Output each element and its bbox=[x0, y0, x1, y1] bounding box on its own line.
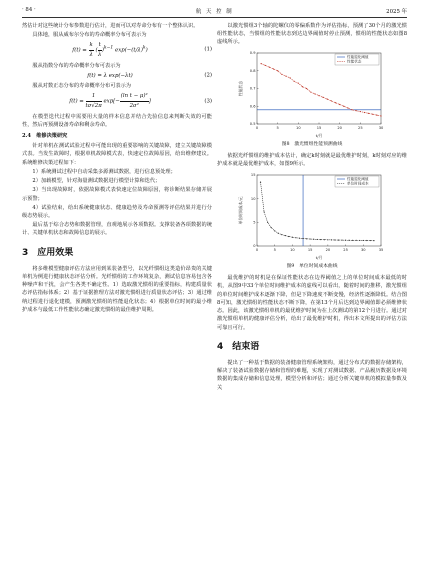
data-point bbox=[331, 239, 332, 240]
data-point bbox=[265, 64, 266, 65]
data-point bbox=[368, 112, 369, 113]
data-point bbox=[376, 114, 377, 115]
data-point bbox=[320, 239, 321, 240]
paragraph: 依据光纤惯组的维护成本估计，确定k时刻就是最优维护时刻，k时刻对应的维护成本就是最优维护成本，如图9所示。 bbox=[217, 153, 407, 168]
paragraph: 最后基于综合态势和数据管理，直观地展示各项数据。支撑装备各项数据的统计、关键单机状态和故障信息的展示。 bbox=[22, 222, 212, 237]
section-title: 3 应用效果 bbox=[22, 247, 74, 258]
data-point bbox=[339, 104, 340, 105]
data-point bbox=[292, 236, 293, 237]
legend-label: 性能退化阈值 bbox=[347, 54, 369, 59]
data-point bbox=[347, 107, 348, 108]
data-point bbox=[364, 112, 365, 113]
data-point bbox=[356, 110, 357, 111]
list-item: 1）系统测试过程中自动采集多源测试数据，进行信息预处理； bbox=[32, 168, 176, 175]
paragraph: 针对单机在测试试验过程中可能出现的重要影响的关键故障，建立关键故障模式表。当发生故障时，根据单机故障模式表，快速定位故障原因，给出维修建议。系统维修决策过程如下： bbox=[22, 143, 212, 166]
series-line-2 bbox=[261, 182, 374, 241]
y-tick-label: 0.9 bbox=[249, 50, 256, 55]
data-point bbox=[359, 239, 360, 240]
y-tick-label: 0.5 bbox=[249, 121, 256, 126]
formula-weibull: f(t) = $\frac{k}{\lambda}$ ( $\frac{t}{\lambda}$ )$^{k-1}$ $\exp(-(t/\lambda)^k)$ (1) bbox=[72, 42, 212, 58]
left-column bbox=[22, 22, 212, 315]
data-point bbox=[349, 239, 350, 240]
data-point bbox=[306, 238, 307, 239]
x-tick-label: 35 bbox=[378, 247, 384, 252]
data-point bbox=[324, 239, 325, 240]
data-point bbox=[370, 240, 371, 241]
data-point bbox=[335, 102, 336, 103]
data-point bbox=[302, 86, 303, 87]
data-point bbox=[323, 96, 324, 97]
data-point bbox=[343, 105, 344, 106]
section-heading: 2.4 维修决策研究 bbox=[22, 132, 68, 139]
figure-caption: 图9 单位时间成本曲线 bbox=[286, 263, 338, 269]
right-column bbox=[217, 22, 407, 393]
journal-name: 航 天 控 制 bbox=[195, 9, 234, 15]
paragraph: 以激光惯组3个轴的陀螺仪的零偏系数作为评估指标，预测了30个月的激光惯组性能状态，当惯组的性能状态到达边界阈值时停止预测，惯组的性能状态如图8虚线所示。 bbox=[217, 23, 407, 46]
data-point bbox=[345, 239, 346, 240]
formula-lognormal: f(t) = $\frac{1}{t\sigma√2\pi}$ exp[− $\frac{\text{(ln t − μ)²}}{\text{2σ²}}$ ] (3) bbox=[69, 93, 212, 109]
data-point bbox=[338, 239, 339, 240]
x-tick-label: 10 bbox=[296, 125, 301, 130]
data-point bbox=[298, 82, 299, 83]
list-item: 3）当出现故障时，依据故障模式表快速定位故障原因，将诊断结果存储并展示预警； bbox=[22, 187, 212, 202]
page-header bbox=[22, 4, 407, 18]
paragraph: 服从指数分布的寿命概率分布可表示为 bbox=[32, 62, 121, 69]
legend-label: 性能退化阈值 bbox=[347, 176, 369, 181]
x-tick-label: 20 bbox=[325, 247, 331, 252]
data-point bbox=[273, 68, 274, 69]
paragraph: 然估计对这些统计分布参数进行估计，进而可以对寿命分布有一个整体认识。 bbox=[22, 23, 199, 29]
formula-number: (1) bbox=[204, 47, 212, 54]
x-tick-label: 30 bbox=[378, 125, 384, 130]
data-point bbox=[372, 113, 373, 114]
figure-9-chart bbox=[237, 170, 387, 262]
x-tick-label: 25 bbox=[358, 125, 363, 130]
data-point bbox=[341, 239, 342, 240]
y-tick-label: 10 bbox=[250, 196, 256, 201]
data-point bbox=[318, 95, 319, 96]
x-tick-label: 5 bbox=[273, 247, 276, 252]
x-axis-label: t/月 bbox=[315, 132, 323, 138]
x-tick-label: 0 bbox=[255, 125, 259, 130]
x-tick-label: 30 bbox=[360, 247, 366, 252]
data-point bbox=[366, 240, 367, 241]
data-point bbox=[327, 239, 328, 240]
legend-label: 性能状态 bbox=[347, 59, 362, 64]
data-point bbox=[267, 221, 268, 222]
section-title: 4 结束语 bbox=[217, 341, 260, 352]
data-point bbox=[334, 239, 335, 240]
data-point bbox=[271, 227, 272, 228]
data-point bbox=[285, 235, 286, 236]
data-point bbox=[281, 73, 282, 74]
data-point bbox=[313, 238, 314, 239]
data-point bbox=[351, 109, 352, 110]
y-tick-label: 0.7 bbox=[249, 86, 256, 91]
data-point bbox=[352, 239, 353, 240]
data-point bbox=[363, 240, 364, 241]
y-tick-label: 0.6 bbox=[249, 104, 256, 109]
data-point bbox=[289, 77, 290, 78]
y-axis-label: 单位时间成本/元 bbox=[238, 196, 243, 225]
data-point bbox=[260, 181, 261, 182]
data-point bbox=[317, 238, 318, 239]
page-number: · 84 · bbox=[22, 7, 36, 13]
data-point bbox=[295, 237, 296, 238]
data-point bbox=[299, 237, 300, 238]
data-point bbox=[302, 238, 303, 239]
series-line-2 bbox=[261, 63, 381, 115]
data-point bbox=[380, 115, 381, 116]
data-point bbox=[314, 93, 315, 94]
data-point bbox=[306, 88, 307, 89]
formula-number: (3) bbox=[204, 98, 212, 105]
paragraph: 提出了一种基于数据的装备健康管理系统架构，通过分布式的数据存储架构，解决了装备试验数据存储和管理的难题，实现了对测试数据、产品履历数据及环境数据的集成存储和信息处理，模型分析和评估；通过分析关键单机的模拟量参数及关 bbox=[217, 360, 407, 391]
data-point bbox=[278, 232, 279, 233]
paragraph: 在模型迭代过程中需要用大量的样本信息并结合先验信息来判断失效的可能性，然后再预测设备寿命和剩余寿命。 bbox=[22, 113, 212, 128]
data-point bbox=[356, 239, 357, 240]
data-point bbox=[360, 111, 361, 112]
data-point bbox=[310, 91, 311, 92]
data-point bbox=[373, 240, 374, 241]
data-point bbox=[310, 238, 311, 239]
data-point bbox=[281, 234, 282, 235]
data-point bbox=[288, 236, 289, 237]
figure-caption: 图8 激光惯组性能预测曲线 bbox=[281, 141, 343, 147]
paragraph: 具体地，服从威布尔分布的寿命概率分布可表示为 bbox=[32, 32, 147, 39]
y-tick-label: 15 bbox=[250, 172, 256, 177]
y-axis-label: 性能状态 bbox=[238, 80, 243, 96]
paragraph: 将多维模型健康评估方法应用到某装备型号，以光纤惯组这类造价昂贵的关键单机为例进行健康状态评估分析。光纤惯组的工作环境复杂，测试信息容易包含各种噪声和干扰，会产生各类不确定性。1）选取激光惯组的重要指标，构建质量状态评估指标体系；2）基于证据推理方法对激光惯组进行质量状态评估；3）通过维纳过程进行退化建模，预测激光惯组的性能退化状态；4）根据单位时间的最小维护成本与最低工作性能状态确定激光惯组的最佳维护周期。 bbox=[22, 265, 212, 313]
paragraph: 最优维护的时机是在保证性能状态在边界阈值之上的单位时间成本最低的时机，从图9中33个单位时间维护成本的虚线可以看出，随着时间的推移，激光惯组的单位时间维护成本逐渐下降，但是下降速度不断变慢，经济性逐渐降低。结合图8可知，激光惯组的性能状态不断下降，在第13个月后达到边界阈值即必须维修状态。因此，该激光惯组单机的最优维护时间为在上次测试的第12个月进行。通过对激光惯组单机的健康评估分析，给出了最优维护时机，得出本文所提出的评估方法可靠且可行。 bbox=[217, 275, 407, 331]
data-point bbox=[294, 80, 295, 81]
formula-exponential: f(t) = λ exp(−λt) (2) bbox=[87, 72, 212, 79]
x-tick-label: 15 bbox=[316, 125, 322, 130]
figure-8-chart bbox=[237, 48, 387, 140]
formula-number: (2) bbox=[204, 72, 212, 79]
x-tick-label: 10 bbox=[290, 247, 295, 252]
data-point bbox=[327, 98, 328, 99]
list-item: 4）试验结束，给出系统健康状态、健康趋势及寿命预测等评估结果并进行分级态势展示。 bbox=[22, 204, 212, 219]
data-point bbox=[261, 63, 262, 64]
x-tick-label: 20 bbox=[337, 125, 342, 130]
x-axis-label: t/月 bbox=[315, 254, 323, 260]
data-point bbox=[277, 70, 278, 71]
data-point bbox=[331, 100, 332, 101]
x-tick-label: 0 bbox=[255, 247, 259, 252]
legend-label: 单位时间成本 bbox=[347, 181, 369, 186]
y-tick-label: 5 bbox=[253, 220, 256, 225]
y-tick-label: 0 bbox=[253, 243, 256, 248]
data-point bbox=[274, 230, 275, 231]
x-tick-label: 5 bbox=[276, 125, 279, 130]
x-tick-label: 25 bbox=[343, 247, 348, 252]
journal-year: 2025 年 bbox=[386, 9, 407, 15]
list-item: 2）加载模型，针对海量测试数据进行模型计算和迭代； bbox=[32, 178, 161, 185]
data-point bbox=[263, 211, 264, 212]
data-point bbox=[269, 66, 270, 67]
y-tick-label: 0.8 bbox=[249, 68, 256, 73]
data-point bbox=[285, 75, 286, 76]
paragraph: 服从对数正态分布的寿命概率分布可表示为 bbox=[32, 83, 131, 90]
x-tick-label: 15 bbox=[307, 247, 313, 252]
